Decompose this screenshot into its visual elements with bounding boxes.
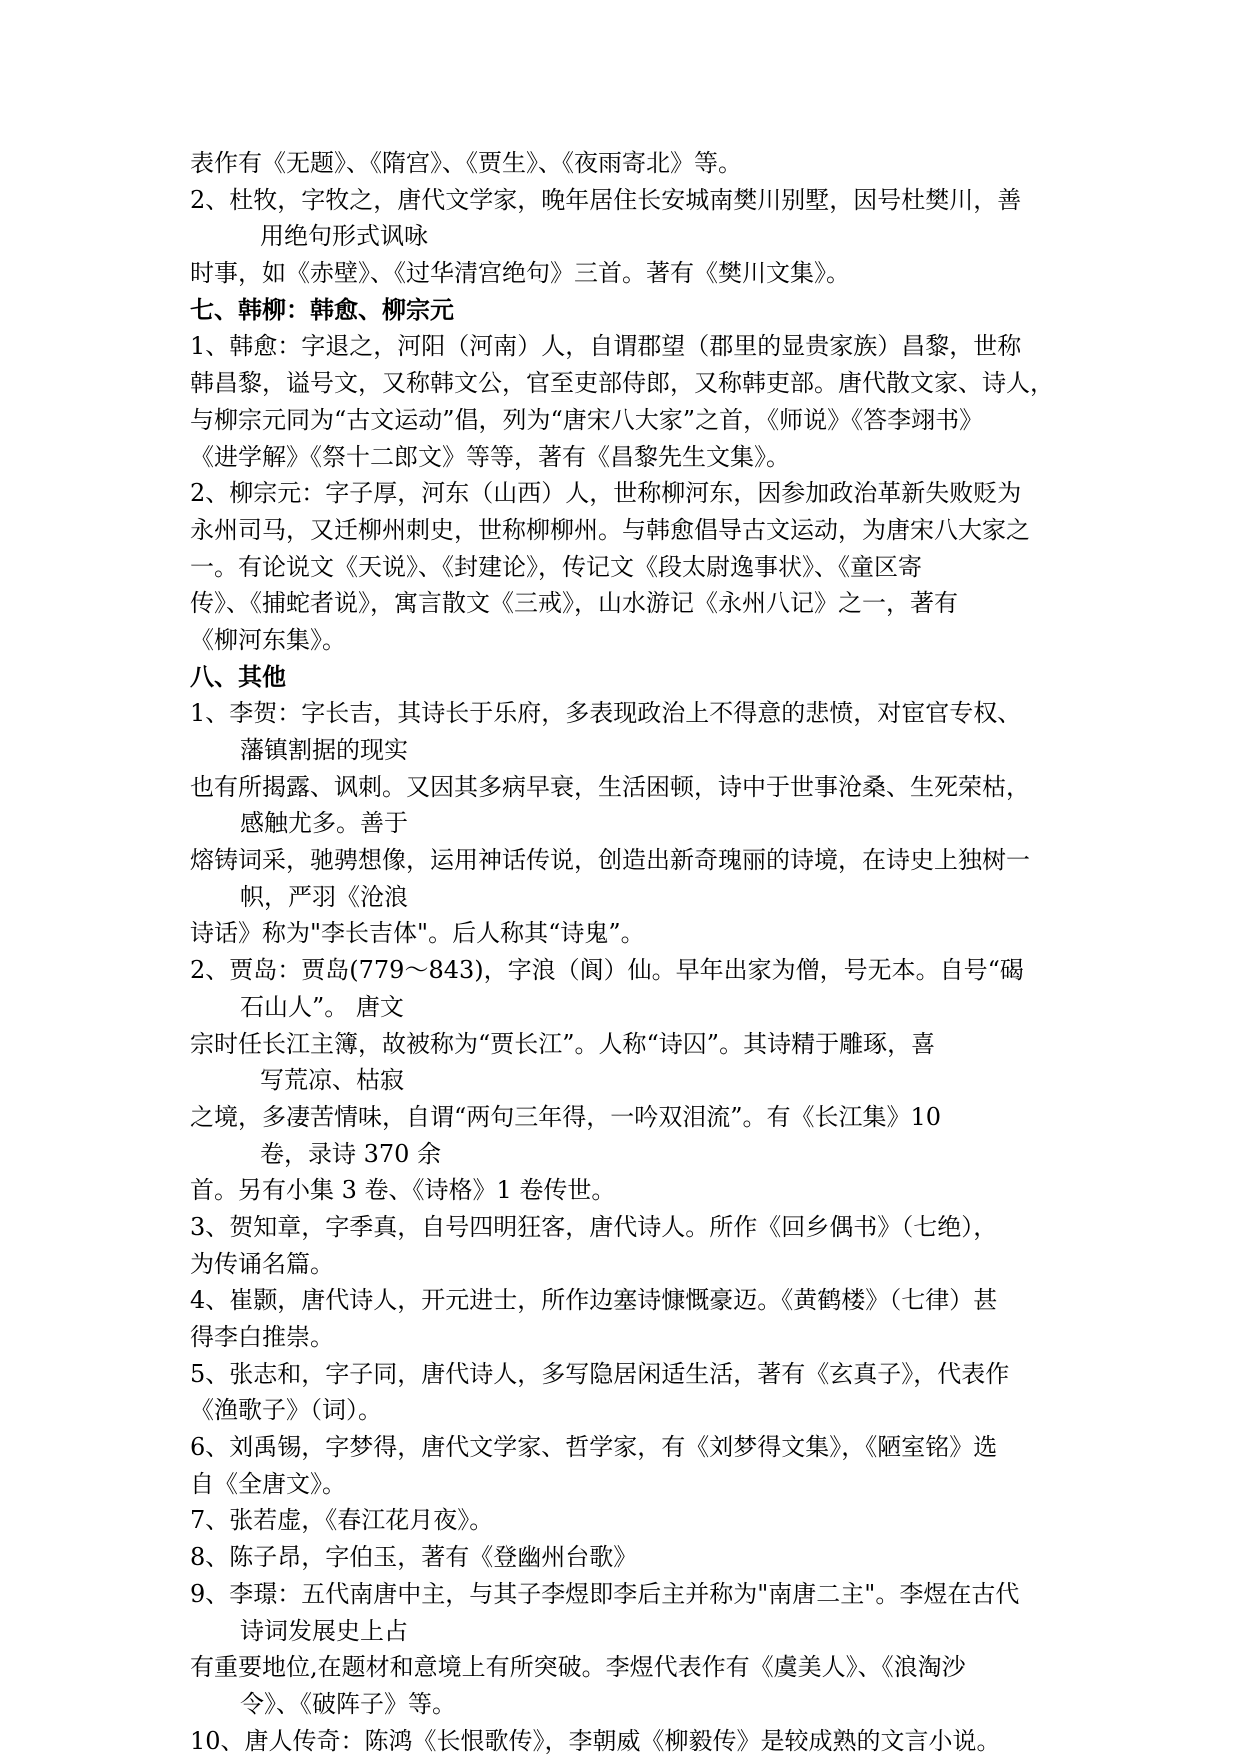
text-line: 10、唐人传奇：陈鸿《长恨歌传》，李朝威《柳毅传》是较成熟的文言小说。 [190,1726,1001,1755]
text-line: 感触尤多。善于 [240,809,408,838]
text-line: 1、韩愈：字退之，河阳（河南）人，自谓郡望（郡里的显贵家族）昌黎，世称 [190,332,1022,361]
text-line: 诗话》称为"李长吉体"。后人称其“诗鬼”。 [190,919,645,948]
text-line: 传》、《捕蛇者说》，寓言散文《三戒》，山水游记《永州八记》之一，著有 [190,589,958,618]
text-line: 《柳河东集》。 [190,625,346,654]
text-line: 2、贾岛：贾岛(779～843)，字浪（阆）仙。早年出家为僧，号无本。自号“碣 [190,956,1024,985]
text-line: 1、李贺：字长吉，其诗长于乐府，多表现政治上不得意的悲愤，对宦官专权、 [190,699,1022,728]
text-line: 之境，多凄苦情味，自谓“两句三年得，一吟双泪流”。有《长江集》10 [190,1102,942,1131]
text-line: 有重要地位,在题材和意境上有所突破。李煜代表作有《虞美人》、《浪淘沙 [190,1653,966,1682]
section-heading: 八、其他 [190,662,286,691]
text-line: 石山人”。 唐文 [240,992,404,1021]
text-line: 诗词发展史上占 [240,1616,408,1645]
text-line: 永州司马，又迁柳州刺史，世称柳柳州。与韩愈倡导古文运动，为唐宋八大家之 [190,515,1030,544]
text-line: 令》、《破阵子》等。 [240,1689,456,1718]
document-page [190,145,1070,1759]
text-line: 5、张志和，字子同，唐代诗人，多写隐居闲适生活，著有《玄真子》，代表作 [190,1359,1010,1388]
text-line: 时事，如《赤壁》、《过华清宫绝句》三首。著有《樊川文集》。 [190,259,850,288]
text-line: 卷，录诗 370 余 [260,1139,442,1168]
text-line: 4、崔颢，唐代诗人，开元进士，所作边塞诗慷慨豪迈。《黄鹤楼》（七律）甚 [190,1286,998,1315]
text-line: 2、杜牧，字牧之，唐代文学家，晚年居住长安城南樊川别墅，因号杜樊川，善 [190,185,1022,214]
text-line: 写荒凉、枯寂 [260,1066,404,1095]
text-line: 2、柳宗元：字子厚，河东（山西）人，世称柳河东，因参加政治革新失败贬为 [190,479,1022,508]
text-line: 一。有论说文《天说》、《封建论》，传记文《段太尉逸事状》、《童区寄 [190,552,922,581]
text-line: 3、贺知章，字季真，自号四明狂客，唐代诗人。所作《回乡偶书》（七绝）， [190,1212,998,1241]
text-line: 《进学解》《祭十二郎文》等等，著有《昌黎先生文集》。 [190,442,790,471]
text-line: 也有所揭露、讽刺。又因其多病早衰，生活困顿，诗中于世事沧桑、生死荣枯， [190,772,1030,801]
text-line: 与柳宗元同为“古文运动”倡，列为“唐宋八大家”之首，《师说》《答李翊书》 [190,405,984,434]
text-line: 藩镇割据的现实 [240,736,408,764]
text-line: 为传诵名篇。 [190,1249,334,1278]
text-line: 自《全唐文》。 [190,1469,346,1498]
text-line: 表作有《无题》、《隋宫》、《贾生》、《夜雨寄北》等。 [190,149,742,177]
text-line: 帜，严羽《沧浪 [240,882,408,911]
text-line: 8、陈子昂，字伯玉，著有《登幽州台歌》 [190,1543,638,1572]
text-line: 宗时任长江主簿，故被称为“贾长江”。人称“诗囚”。其诗精于雕琢，喜 [190,1029,936,1058]
text-line: 《渔歌子》（词）。 [190,1396,382,1425]
text-line: 韩昌黎，谥号文，又称韩文公，官至吏部侍郎，又称韩吏部。唐代散文家、诗人， [190,369,1054,398]
text-line: 用绝句形式讽咏 [260,222,428,251]
text-line: 9、李璟：五代南唐中主，与其子李煜即李后主并称为"南唐二主"。李煜在古代 [190,1579,1020,1608]
text-line: 熔铸词采，驰骋想像，运用神话传说，创造出新奇瑰丽的诗境，在诗史上独树一 [190,846,1030,875]
section-heading: 七、韩柳：韩愈、柳宗元 [190,295,454,324]
text-line: 首。另有小集 3 卷、《诗格》1 卷传世。 [190,1176,616,1205]
text-line: 7、张若虚，《春江花月夜》。 [190,1506,494,1535]
text-line: 得李白推崇。 [190,1323,334,1351]
text-line: 6、刘禹锡，字梦得，唐代文学家、哲学家，有《刘梦得文集》，《陋室铭》选 [190,1433,998,1462]
